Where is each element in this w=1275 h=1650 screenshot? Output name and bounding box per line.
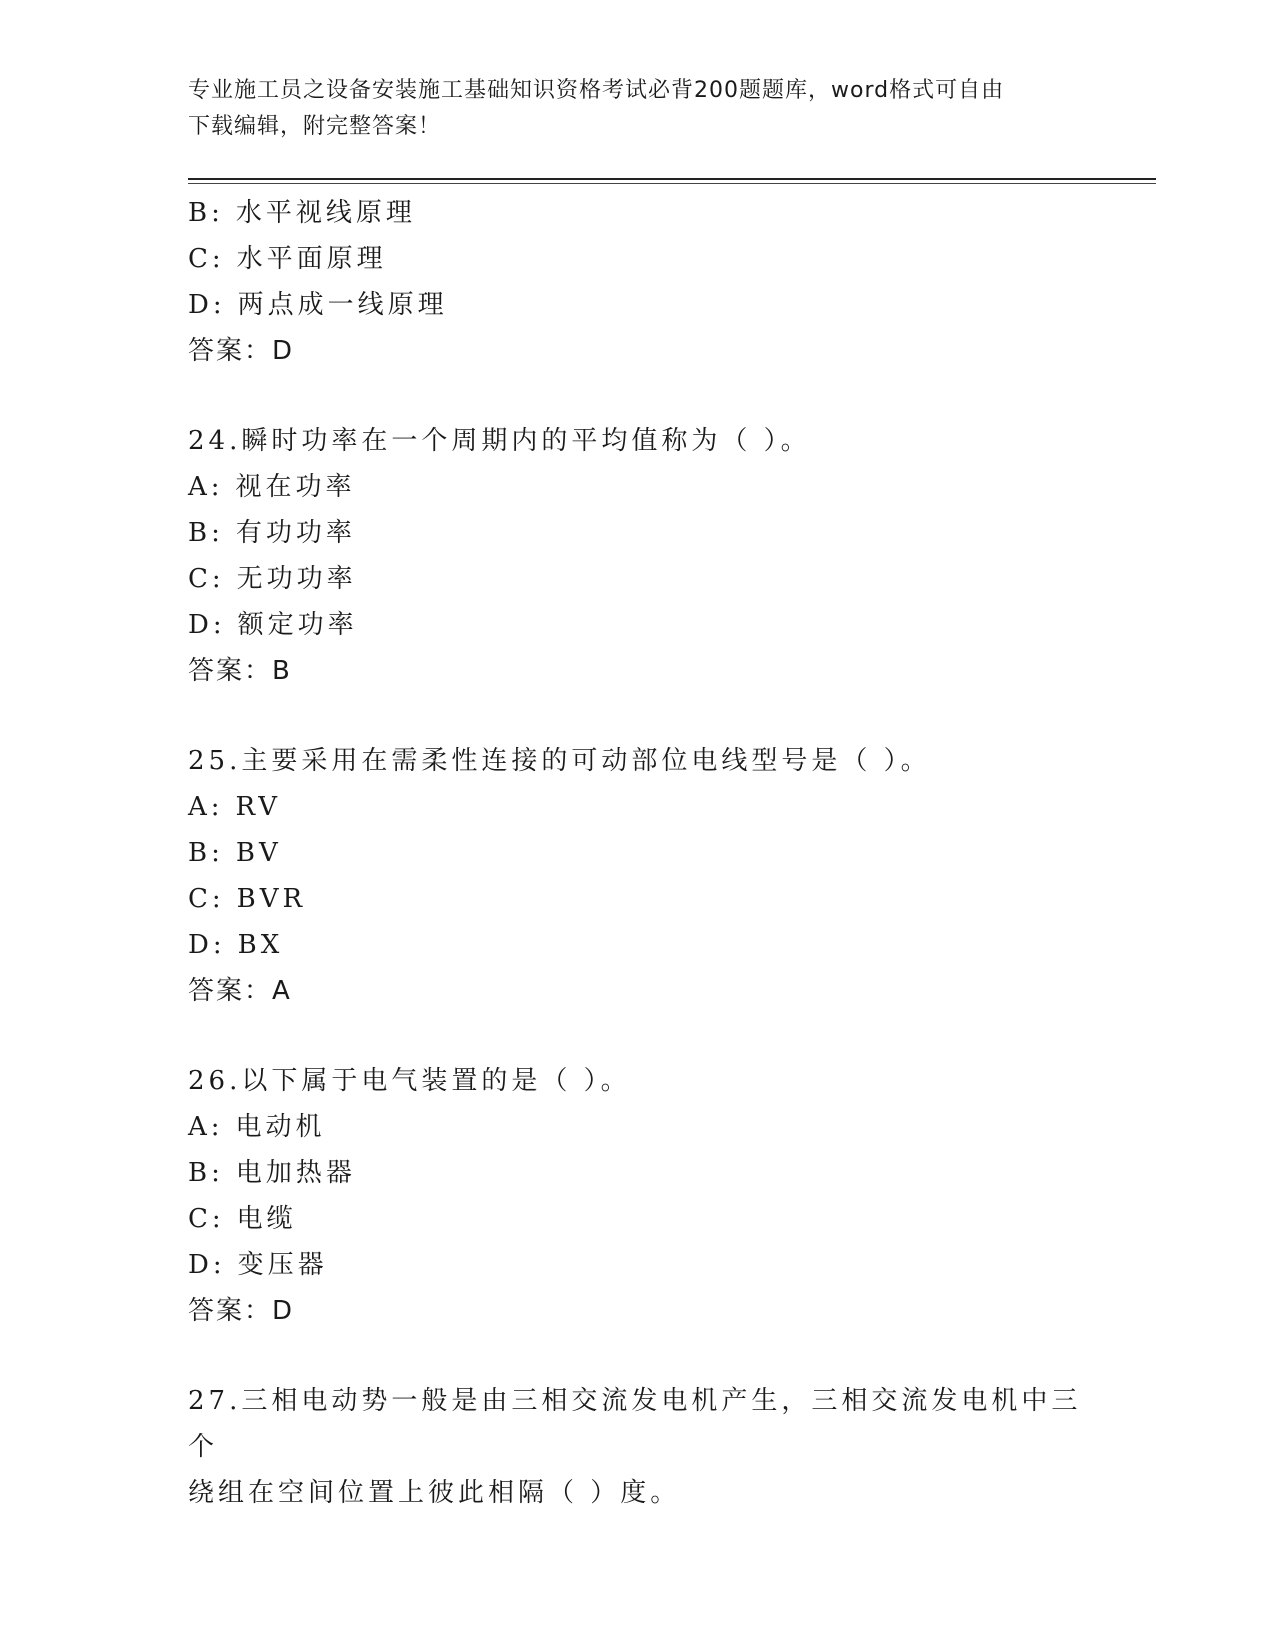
question-stem-line-2: 绕组在空间位置上彼此相隔（ ）度。 bbox=[188, 1478, 681, 1508]
question-24 bbox=[188, 418, 1156, 694]
option-c bbox=[188, 556, 1156, 602]
option-text: 两点成一线原理 bbox=[237, 290, 448, 320]
question-25 bbox=[188, 738, 1156, 1014]
question-27 bbox=[188, 1378, 1088, 1516]
answer-line: 答案：D bbox=[188, 336, 295, 366]
option-text: 额定功率 bbox=[237, 610, 358, 640]
option-a bbox=[188, 784, 1156, 830]
spacer bbox=[188, 374, 1156, 418]
option-b bbox=[188, 830, 1156, 876]
option-b bbox=[188, 1150, 1156, 1196]
option-key: D: bbox=[188, 290, 226, 320]
header-title-line-2: 下载编辑，附完整答案！ bbox=[188, 114, 442, 139]
header-divider bbox=[188, 178, 1156, 180]
question-stem: 26.以下属于电气装置的是（ ）。 bbox=[188, 1066, 631, 1096]
option-key: A: bbox=[188, 1112, 224, 1142]
option-text: 水平视线原理 bbox=[235, 198, 416, 228]
option-d bbox=[188, 282, 1156, 328]
option-text: BV bbox=[235, 838, 282, 868]
option-key: D: bbox=[188, 610, 226, 640]
option-c bbox=[188, 236, 1156, 282]
answer-line: 答案：D bbox=[188, 1296, 295, 1326]
option-d bbox=[188, 922, 1156, 968]
option-d bbox=[188, 602, 1156, 648]
option-key: C: bbox=[188, 1204, 225, 1234]
question-stem-line-1: 27.三相电动势一般是由三相交流发电机产生，三相交流发电机中三个 bbox=[188, 1386, 1082, 1462]
option-b bbox=[188, 190, 1156, 236]
document-header bbox=[188, 73, 1088, 145]
question-list bbox=[188, 190, 1156, 1516]
answer-line: 答案：B bbox=[188, 656, 292, 686]
option-key: C: bbox=[188, 884, 225, 914]
header-title-line-1: 专业施工员之设备安装施工基础知识资格考试必背200题题库，word格式可自由 bbox=[188, 78, 1005, 103]
answer-line: 答案：A bbox=[188, 976, 292, 1006]
header-divider-thin bbox=[188, 183, 1156, 184]
spacer bbox=[188, 694, 1156, 738]
option-key: C: bbox=[188, 244, 225, 274]
option-c bbox=[188, 876, 1156, 922]
option-text: 有功功率 bbox=[235, 518, 356, 548]
question-26 bbox=[188, 1058, 1156, 1334]
option-text: 电动机 bbox=[235, 1112, 326, 1142]
option-b bbox=[188, 510, 1156, 556]
option-text: 电缆 bbox=[236, 1204, 297, 1234]
option-key: B: bbox=[188, 1158, 224, 1188]
option-key: B: bbox=[188, 838, 224, 868]
question-23-tail bbox=[188, 190, 1156, 374]
option-key: B: bbox=[188, 198, 224, 228]
option-a bbox=[188, 464, 1156, 510]
question-stem: 24.瞬时功率在一个周期内的平均值称为（ ）。 bbox=[188, 426, 811, 456]
option-text: 无功功率 bbox=[236, 564, 357, 594]
option-text: 视在功率 bbox=[235, 472, 356, 502]
option-text: BVR bbox=[236, 884, 307, 914]
option-key: B: bbox=[188, 518, 224, 548]
option-key: C: bbox=[188, 564, 225, 594]
question-stem: 25.主要采用在需柔性连接的可动部位电线型号是（ ）。 bbox=[188, 746, 931, 776]
spacer bbox=[188, 1334, 1156, 1378]
option-key: D: bbox=[188, 1250, 226, 1280]
option-text: BX bbox=[237, 930, 284, 960]
option-text: 电加热器 bbox=[235, 1158, 356, 1188]
option-text: 变压器 bbox=[237, 1250, 328, 1280]
option-key: A: bbox=[188, 792, 224, 822]
option-text: 水平面原理 bbox=[236, 244, 387, 274]
option-a bbox=[188, 1104, 1156, 1150]
option-text: RV bbox=[235, 792, 281, 822]
option-key: D: bbox=[188, 930, 226, 960]
option-c bbox=[188, 1196, 1156, 1242]
spacer bbox=[188, 1014, 1156, 1058]
option-key: A: bbox=[188, 472, 224, 502]
option-d bbox=[188, 1242, 1156, 1288]
